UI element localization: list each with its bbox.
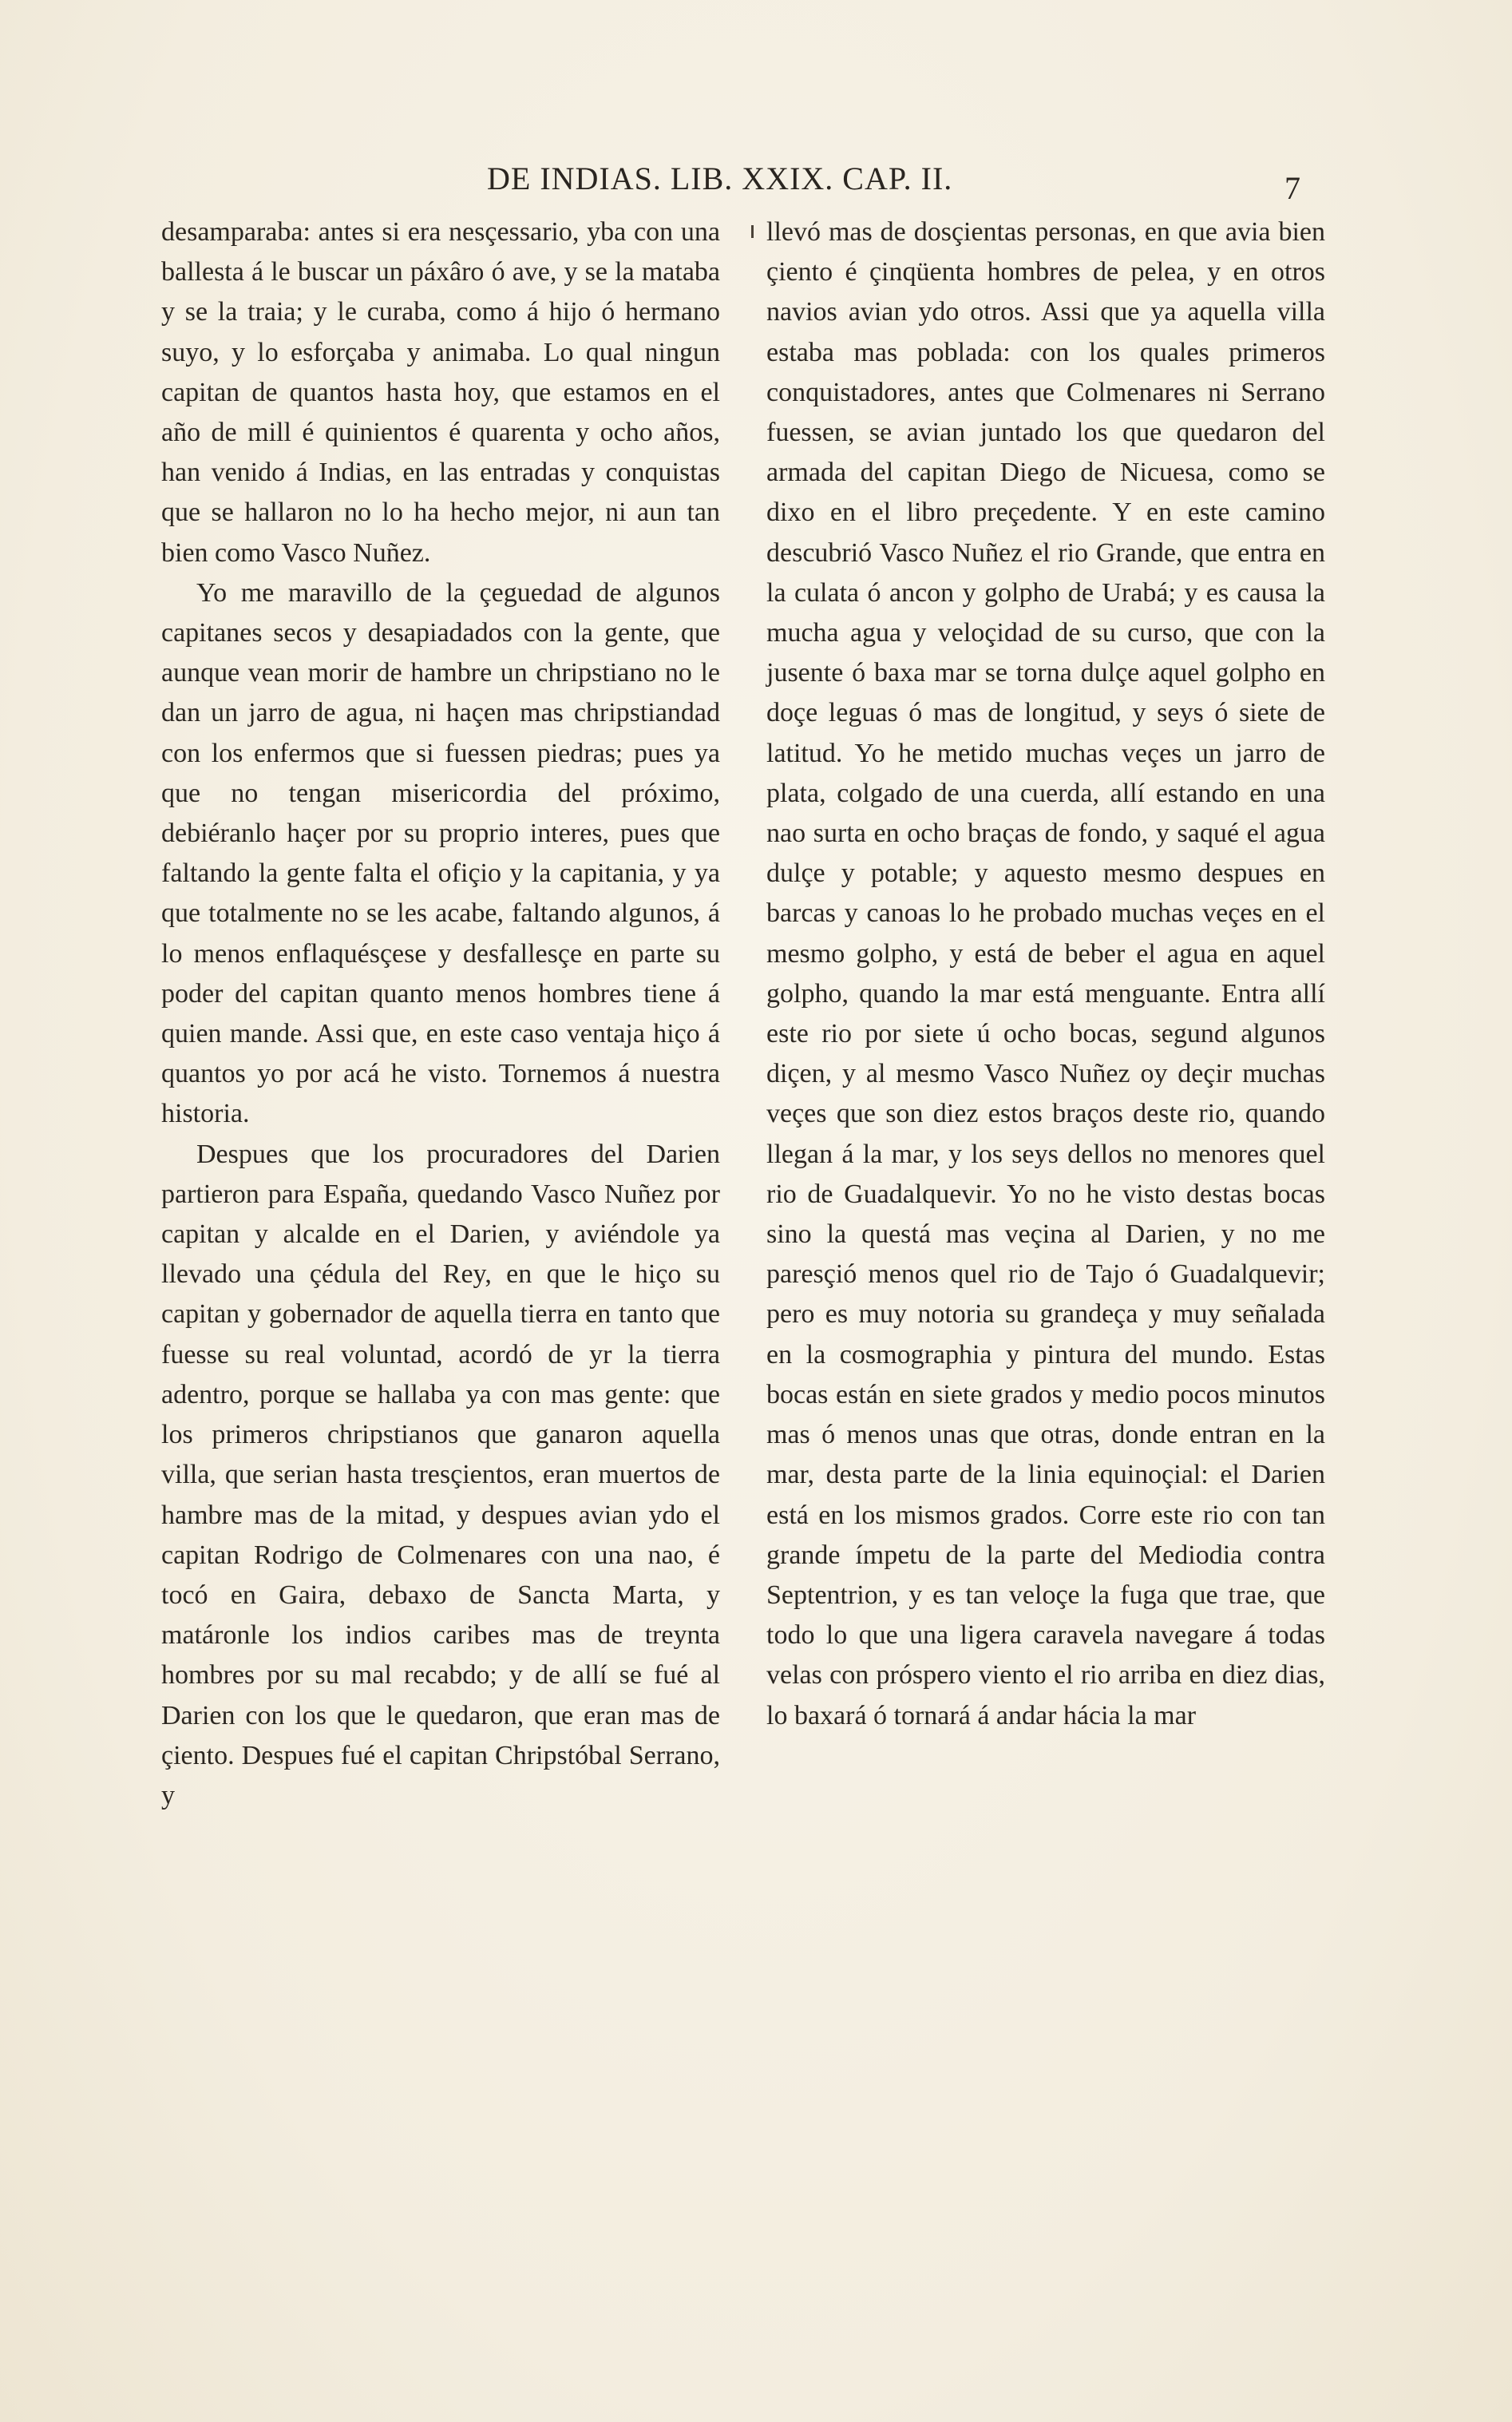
margin-mark: [751, 225, 754, 238]
paragraph-right-1: llevó mas de dosçientas personas, en que avia bien çiento é çinqüenta hombres de pelea, y en otros navios avian ydo otros. Assi que ya aquella villa estaba mas poblada: con los quales primeros conquistadores, antes que Colmenares ni Serrano fuessen, se avian juntado los que quedaron del armada del capitan Diego de Nicuesa, como se dixo en el libro preçedente. Y en este camino descubrió Vasco Nuñez el rio Grande, que entra en la culata ó ancon y golpho de Urabá; y es causa la mucha agua y veloçidad de su curso, que con la jusente ó baxa mar se torna dulçe aquel golpho en doçe leguas ó mas de longitud, y seys ó siete de latitud. Yo he metido muchas veçes un jarro de plata, colgado de una cuerda, allí estando en una nao surta en ocho braças de fondo, y saqué el agua dulçe y potable; y aquesto mesmo despues en barcas y canoas lo he probado muchas veçes en el mesmo golpho, y está de beber el agua en aquel golpho, quando la mar está menguante. Entra allí este rio por siete ú ocho bocas, segund algunos diçen, y al mesmo Vasco Nuñez oy deçir muchas veçes que son diez estos braços deste rio, quando llegan á la mar, y los seys dellos no menores quel rio de Guadalquevir. Yo no he visto destas bocas sino la questá mas veçina al Darien, y no me paresçió menos quel rio de Tajo ó Guadalquevir; pero es muy notoria su grandeça y muy señalada en la cosmographia y pintura del mundo. Estas bocas están en siete grados y medio pocos minutos mas ó menos unas que otras, donde entran en la mar, desta parte de la linia equinoçial: el Darien está en los mismos grados. Corre este rio con tan grande ímpetu de la parte del Mediodia contra Septentrion, y es tan veloçe la fuga que trae, que todo lo que una ligera caravela navegare á todas velas con próspero viento el rio arriba en diez dias, lo baxará ó tornará á andar hácia la mar: [766, 217, 1325, 1730]
left-column: [161, 212, 720, 1816]
paragraph-left-2: Yo me maravillo de la çeguedad de algunos capitanes secos y desapiadados con la gente, que aunque vean morir de hambre un chripstiano no le dan un jarro de agua, ni haçen mas chripstiandad con los enfermos que si fuessen piedras; pues ya que no tengan misericordia del próximo, debiéranlo haçer por su proprio interes, pues que faltando la gente falta el ofiçio y la capitania, y ya que totalmente no se les acabe, faltando algunos, á lo menos enflaquésçese y desfallesçe en parte su poder del capitan quanto menos hombres tiene á quien mande. Assi que, en este caso ventaja hiço á quantos yo por acá he visto. Tornemos á nuestra historia.: [161, 577, 720, 1129]
page-number: 7: [1284, 170, 1301, 206]
paragraph-left-1: desamparaba: antes si era nesçessario, yba con una ballesta á le buscar un páxâro ó ave, y se la mataba y se la traia; y le curaba, como á hijo ó hermano suyo, y lo esforçaba y animaba. Lo qual ningun capitan de quantos hasta hoy, que estamos en el año de mill é quinientos é quarenta y ocho años, han venido á Indias, en las entradas y conquistas que se hallaron no lo ha hecho mejor, ni aun tan bien como Vasco Nuñez.: [161, 217, 720, 568]
running-title: DE INDIAS. LIB. XXIX. CAP. II.: [487, 161, 953, 196]
running-head: [160, 153, 1325, 206]
right-column: [766, 212, 1325, 1736]
paragraph-left-3: Despues que los procuradores del Darien partieron para España, quedando Vasco Nuñez por capitan y alcalde en el Darien, y aviéndole ya llevado una çédula del Rey, en que le hiço su capitan y gobernador de aquella tierra en tanto que fuesse su real voluntad, acordó de yr la tierra adentro, porque se hallaba ya con mas gente: que los primeros chripstianos que ganaron aquella villa, que serian hasta tresçientos, eran muertos de hambre mas de la mitad, y despues avian ydo el capitan Rodrigo de Colmenares con una nao, é tocó en Gaira, debaxo de Sancta Marta, y matáronle los indios caribes mas de treynta hombres por su mal recabdo; y de allí se fué al Darien con los que le quedaron, que eran mas de çiento. Despues fué el capitan Chripstóbal Serrano, y: [161, 1139, 720, 1810]
